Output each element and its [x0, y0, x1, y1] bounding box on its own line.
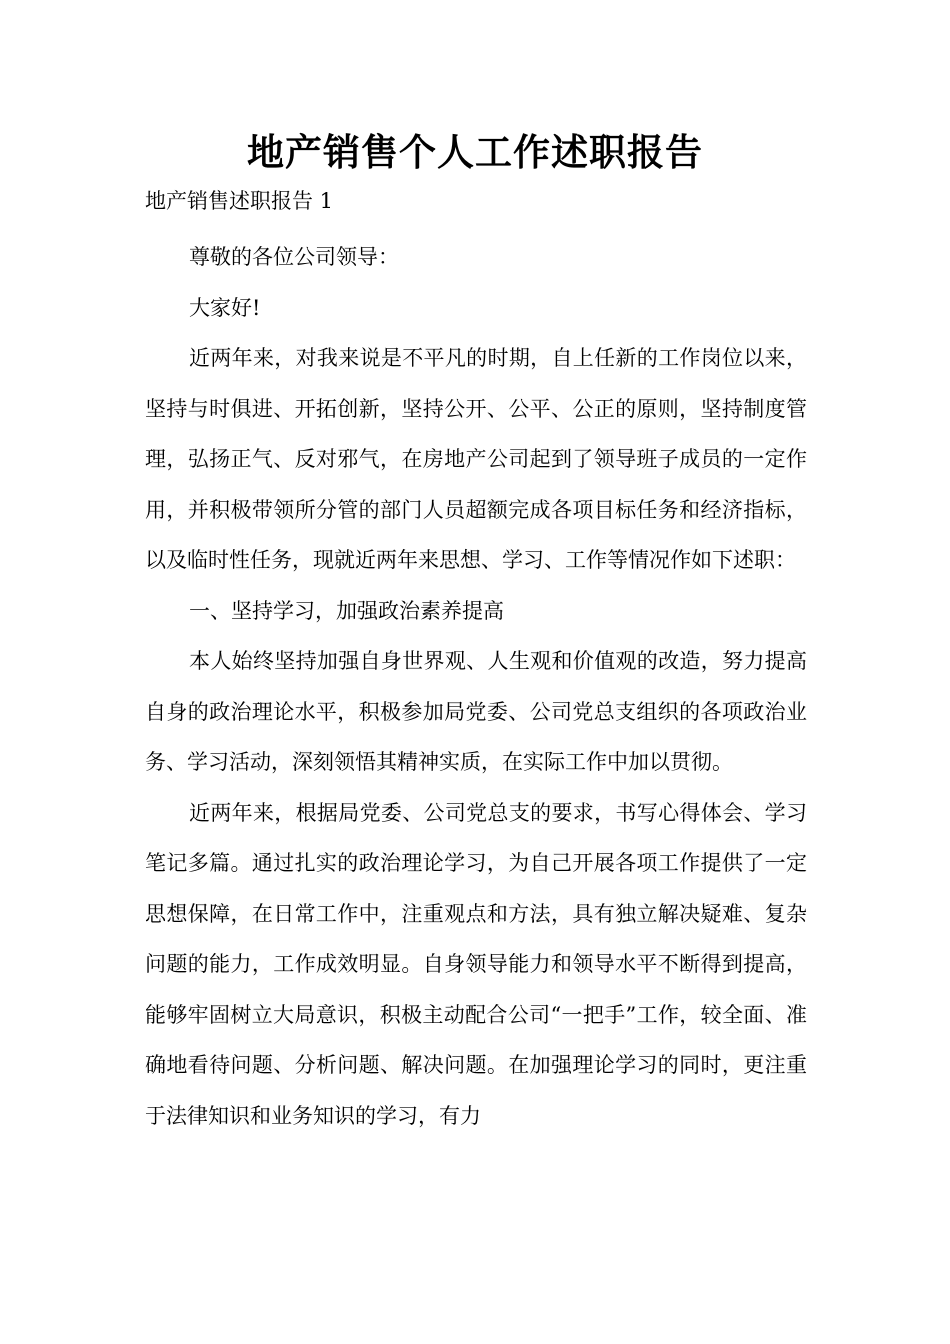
document-body	[145, 232, 807, 1141]
paragraph-results: 近两年来，根据局党委、公司党总支的要求，书写心得体会、学习笔记多篇。通过扎实的政治理论学习，为自己开展各项工作提供了一定思想保障，在日常工作中，注重观点和方法，具有独立解决疑难、复杂问题的能力，工作成效明显。自身领导能力和领导水平不断得到提高，能够牢固树立大局意识，积极主动配合公司“一把手”工作，较全面、准确地看待问题、分析问题、解决问题。在加强理论学习的同时，更注重于法律知识和业务知识的学习，有力	[145, 800, 807, 1128]
section-heading: 一、坚持学习，加强政治素养提高	[189, 598, 504, 623]
paragraph-salutation: 尊敬的各位公司领导：	[189, 245, 399, 269]
paragraph-study: 本人始终坚持加强自身世界观、人生观和价值观的改造，努力提高自身的政治理论水平，积极参加局党委、公司党总支组织的各项政治业务、学习活动，深刻领悟其精神实质，在实际工作中加以贯彻。	[145, 649, 807, 774]
paragraph-greeting: 大家好!	[189, 295, 261, 320]
document-subtitle: 地产销售述职报告 1	[145, 189, 334, 213]
document-title: 地产销售个人工作述职报告	[247, 130, 703, 174]
paragraph-intro: 近两年来，对我来说是不平凡的时期，自上任新的工作岗位以来，坚持与时俱进、开拓创新，坚持公开、公平、公正的原则，坚持制度管理，弘扬正气、反对邪气，在房地产公司起到了领导班子成员的一定作用，并积极带领所分管的部门人员超额完成各项目标任务和经济指标，以及临时性任务，现就近两年来思想、学习、工作等情况作如下述职：	[145, 346, 807, 572]
